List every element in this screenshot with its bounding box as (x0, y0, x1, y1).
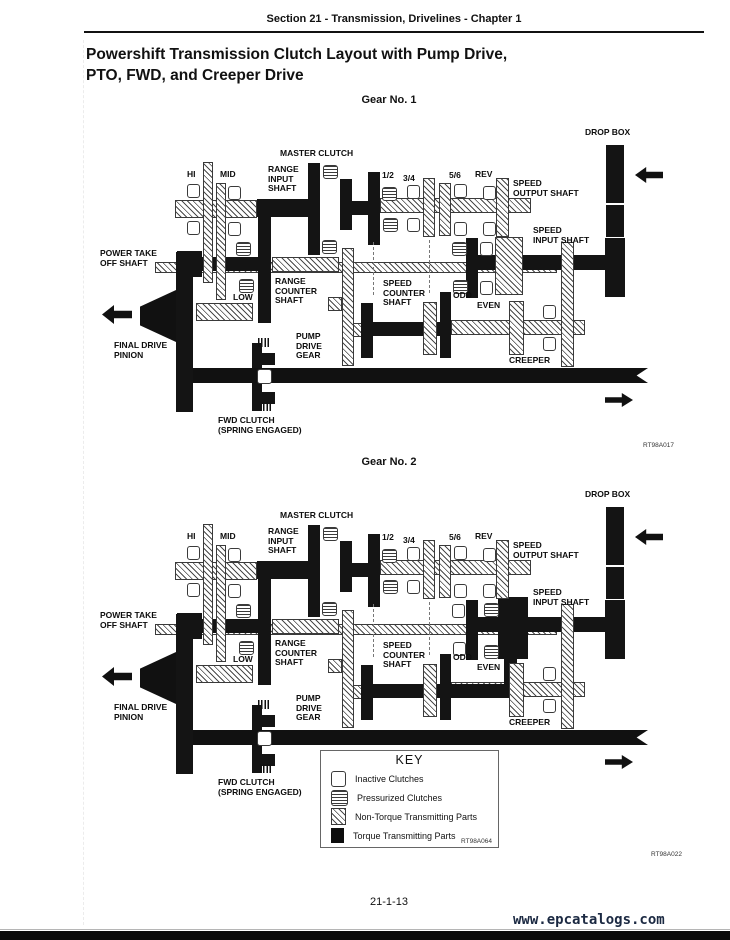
non-torque-part (328, 297, 342, 311)
label-final-drive-pinion (114, 341, 167, 360)
inactive-clutch-icon (483, 548, 496, 562)
torque-part (361, 684, 523, 698)
label-line: SPEED (513, 178, 542, 188)
key-item-inactive (331, 771, 498, 786)
watermark-link[interactable]: www.epcatalogs.com (513, 912, 665, 928)
label-gear-34: 3/4 (403, 535, 415, 545)
label-even: EVEN (477, 300, 501, 310)
label-low: LOW (233, 654, 253, 664)
label-speed-counter-shaft (383, 279, 425, 308)
arrow-left-icon (102, 667, 132, 686)
torque-part (308, 163, 320, 255)
label-line: (SPRING ENGAGED) (218, 424, 302, 435)
inactive-clutch-icon (452, 604, 465, 618)
label-line: DRIVE (296, 340, 322, 351)
pressurized-clutch-icon (382, 549, 397, 563)
torque-part (368, 172, 380, 245)
pressurized-clutch-icon (452, 242, 467, 256)
label-range-input-shaft (268, 165, 299, 194)
inactive-clutch-icon (407, 185, 420, 199)
non-torque-part (216, 545, 226, 662)
label-power-take-off-shaft (100, 249, 157, 268)
label-line: INPUT SHAFT (533, 596, 590, 607)
torque-part (257, 199, 308, 217)
label-line: FINAL DRIVE (114, 340, 168, 350)
label-creeper: CREEPER (509, 355, 551, 365)
non-torque-part (272, 619, 339, 634)
label-speed-input-shaft (533, 226, 589, 245)
label-rev: REV (475, 169, 493, 179)
non-torque-part (196, 665, 253, 683)
pressurized-clutch-icon (331, 790, 348, 806)
label-drop-box: DROP BOX (585, 127, 631, 137)
label-line: FWD CLUTCH (218, 415, 275, 425)
non-torque-part (342, 248, 354, 366)
dashed-shift-line (373, 242, 374, 295)
inactive-clutch-icon (480, 242, 493, 256)
inactive-clutch-icon (187, 546, 200, 560)
torque-part (606, 145, 624, 203)
inactive-clutch-icon (187, 221, 200, 235)
label-line: FWD CLUTCH (218, 777, 275, 787)
label-speed-output-shaft (513, 541, 579, 560)
label-final-drive-pinion (114, 703, 167, 722)
arrow-left-icon (102, 305, 132, 324)
key-item-label: Pressurized Clutches (357, 792, 443, 803)
non-torque-part (423, 664, 437, 717)
page-number: 21-1-13 (370, 896, 408, 908)
arrow-left-icon (635, 529, 663, 545)
non-torque-part (495, 237, 523, 295)
inactive-clutch-icon (454, 222, 467, 236)
label-speed-output-shaft (513, 179, 579, 198)
label-mid: MID (220, 169, 236, 179)
inactive-clutch-icon (543, 305, 556, 319)
label-line: COUNTER (275, 285, 318, 296)
key-item-pressurized (331, 790, 498, 805)
inactive-clutch-icon (331, 771, 346, 787)
inactive-clutch-icon (407, 547, 420, 561)
non-torque-part (272, 257, 339, 272)
label-line: SHAFT (268, 545, 297, 555)
pressurized-clutch-icon (382, 187, 397, 201)
non-torque-part (203, 524, 213, 645)
label-line: RANGE (268, 526, 299, 536)
label-range-input-shaft (268, 527, 299, 556)
gear1-heading: Gear No. 1 (361, 94, 417, 106)
page-title-line2: PTO, FWD, and Creeper Drive (86, 67, 304, 84)
inactive-clutch-icon (228, 186, 241, 200)
non-torque-part (496, 178, 509, 237)
dashed-shift-line (373, 604, 374, 657)
torque-part (340, 179, 352, 230)
inactive-clutch-icon (480, 281, 493, 295)
label-master-clutch: MASTER CLUTCH (280, 510, 354, 520)
label-range-counter-shaft (275, 277, 317, 306)
inactive-clutch-icon (187, 184, 200, 198)
non-torque-part (216, 183, 226, 300)
label-mid: MID (220, 531, 236, 541)
label-line: GEAR (296, 350, 321, 360)
label-line: PUMP (296, 331, 321, 341)
torque-part (606, 205, 624, 237)
label-even: EVEN (477, 662, 501, 672)
non-torque-part (423, 302, 437, 355)
torque-part (257, 561, 308, 579)
label-gear-12: 1/2 (382, 170, 394, 180)
torque-part (368, 534, 380, 607)
label-hi: HI (187, 531, 196, 541)
label-speed-input-shaft (533, 588, 589, 607)
label-odd: ODD (453, 290, 472, 300)
label-pump-drive-gear (296, 694, 322, 723)
arrow-left-icon (635, 167, 663, 183)
label-fwd-clutch (218, 778, 302, 797)
page-title (86, 44, 507, 86)
label-line: (SPRING ENGAGED) (218, 786, 302, 797)
label-line: INPUT (268, 535, 294, 546)
key-item-label: Torque Transmitting Parts (353, 830, 456, 841)
gear1-diagram (95, 115, 695, 460)
spring-icon (258, 700, 269, 709)
label-line: PINION (114, 711, 144, 722)
pressurized-clutch-icon (383, 580, 398, 594)
inactive-clutch-icon (407, 218, 420, 232)
label-line: SPEED (533, 225, 562, 235)
inactive-clutch-icon (543, 699, 556, 713)
inactive-clutch-icon (228, 222, 241, 236)
arrow-right-icon (605, 393, 633, 407)
inactive-clutch-icon (228, 584, 241, 598)
inactive-clutch-icon (483, 584, 496, 598)
non-torque-part (509, 301, 524, 355)
torque-part (352, 563, 368, 577)
inactive-clutch-icon (543, 667, 556, 681)
label-gear-34: 3/4 (403, 173, 415, 183)
label-line: POWER TAKE (100, 248, 157, 258)
key-legend (320, 750, 499, 848)
label-drop-box: DROP BOX (585, 489, 631, 499)
label-line: OFF SHAFT (100, 619, 148, 630)
spring-icon (258, 338, 269, 347)
torque-part (258, 579, 271, 685)
non-torque-part (423, 178, 435, 237)
pressurized-clutch-icon (236, 242, 251, 256)
label-gear-56: 5/6 (449, 170, 461, 180)
pressurized-clutch-icon (383, 218, 398, 232)
non-torque-part (196, 303, 253, 321)
label-line: RANGE (275, 276, 306, 286)
label-speed-counter-shaft (383, 641, 425, 670)
pressurized-clutch-icon (323, 527, 338, 541)
figure-ref: RT98A017 (643, 442, 674, 449)
label-master-clutch: MASTER CLUTCH (280, 148, 354, 158)
torque-part (606, 567, 624, 599)
dashed-shift-line (429, 240, 430, 293)
footer-black-bar (0, 931, 730, 940)
label-range-counter-shaft (275, 639, 317, 668)
inactive-clutch-icon (407, 580, 420, 594)
pressurized-clutch-icon (236, 604, 251, 618)
inactive-clutch-icon (543, 337, 556, 351)
label-line: OUTPUT SHAFT (513, 549, 579, 560)
non-torque-part (509, 663, 524, 717)
torque-part (308, 525, 320, 617)
inactive-clutch-icon (257, 731, 272, 746)
label-line: RANGE (275, 638, 306, 648)
label-odd: ODD (453, 652, 472, 662)
inactive-clutch-icon (454, 584, 467, 598)
arrow-right-icon (605, 755, 633, 769)
key-item-label: Inactive Clutches (355, 773, 424, 784)
non-torque-part (423, 540, 435, 599)
pressurized-clutch-icon (323, 165, 338, 179)
label-line: SPEED (533, 587, 562, 597)
figure-ref: RT98A022 (651, 851, 682, 858)
non-torque-part (496, 540, 509, 599)
label-line: OFF SHAFT (100, 257, 148, 268)
torque-part (606, 507, 624, 565)
pressurized-clutch-icon (239, 641, 254, 655)
label-power-take-off-shaft (100, 611, 157, 630)
gear2-heading: Gear No. 2 (361, 456, 417, 468)
dashed-shift-line (429, 602, 430, 655)
label-gear-12: 1/2 (382, 532, 394, 542)
inactive-clutch-icon (454, 546, 467, 560)
non-torque-part (439, 183, 451, 236)
label-line: SHAFT (383, 297, 412, 307)
label-line: SHAFT (275, 657, 304, 667)
label-gear-56: 5/6 (449, 532, 461, 542)
label-line: PINION (114, 349, 144, 360)
torque-part (498, 597, 528, 659)
torque-part (262, 353, 275, 365)
label-hi: HI (187, 169, 196, 179)
non-torque-part (342, 610, 354, 728)
label-line: INPUT (268, 173, 294, 184)
non-torque-part (439, 545, 451, 598)
non-torque-part (203, 162, 213, 283)
page-margin-line (83, 40, 84, 925)
header-rule (84, 31, 704, 33)
label-line: COUNTER (275, 647, 318, 658)
pressurized-clutch-icon (484, 603, 499, 617)
non-torque-part (561, 242, 574, 367)
torque-parts-icon (331, 828, 344, 843)
inactive-clutch-icon (454, 184, 467, 198)
torque-part (440, 292, 451, 358)
torque-part (605, 600, 625, 659)
key-item-label: Non-Torque Transmitting Parts (355, 811, 478, 822)
label-line: SHAFT (383, 659, 412, 669)
label-rev: REV (475, 531, 493, 541)
label-line: POWER TAKE (100, 610, 157, 620)
label-line: SHAFT (275, 295, 304, 305)
page-title-line1: Powershift Transmission Clutch Layout with Pump Drive, (86, 46, 508, 63)
inactive-clutch-icon (483, 186, 496, 200)
label-line: RANGE (268, 164, 299, 174)
torque-part (258, 217, 271, 323)
label-line: FINAL DRIVE (114, 702, 168, 712)
footer-divider (0, 929, 730, 930)
non-torque-parts-icon (331, 808, 346, 825)
label-line: PUMP (296, 693, 321, 703)
torque-part (352, 201, 368, 215)
label-pump-drive-gear (296, 332, 322, 361)
label-line: GEAR (296, 712, 321, 722)
spring-icon (260, 764, 271, 773)
key-figure-ref: RT98A064 (461, 838, 492, 845)
label-line: SPEED (383, 278, 412, 288)
label-line: SHAFT (268, 183, 297, 193)
spring-icon (260, 402, 271, 411)
key-item-non-torque (331, 809, 498, 824)
label-line: SPEED (513, 540, 542, 550)
non-torque-part (328, 659, 342, 673)
inactive-clutch-icon (228, 548, 241, 562)
label-creeper: CREEPER (509, 717, 551, 727)
pressurized-clutch-icon (239, 279, 254, 293)
inactive-clutch-icon (187, 583, 200, 597)
label-low: LOW (233, 292, 253, 302)
pressurized-clutch-icon (322, 240, 337, 254)
torque-part (176, 252, 193, 412)
final-drive-pinion-shape (140, 290, 176, 342)
torque-part (605, 238, 625, 297)
section-header: Section 21 - Transmission, Drivelines - Chapter 1 (266, 13, 522, 25)
label-fwd-clutch (218, 416, 302, 435)
label-line: OUTPUT SHAFT (513, 187, 579, 198)
final-drive-pinion-shape (140, 652, 176, 704)
label-line: COUNTER (383, 287, 426, 298)
non-torque-part (561, 604, 574, 729)
key-title: KEY (395, 753, 424, 767)
label-line: INPUT SHAFT (533, 234, 590, 245)
inactive-clutch-icon (483, 222, 496, 236)
pressurized-clutch-icon (322, 602, 337, 616)
torque-part (466, 600, 478, 660)
torque-part (340, 541, 352, 592)
torque-part (262, 715, 275, 727)
pressurized-clutch-icon (484, 645, 499, 659)
label-line: DRIVE (296, 702, 322, 713)
label-line: SPEED (383, 640, 412, 650)
label-line: COUNTER (383, 649, 426, 660)
inactive-clutch-icon (257, 369, 272, 384)
torque-part (176, 614, 193, 774)
